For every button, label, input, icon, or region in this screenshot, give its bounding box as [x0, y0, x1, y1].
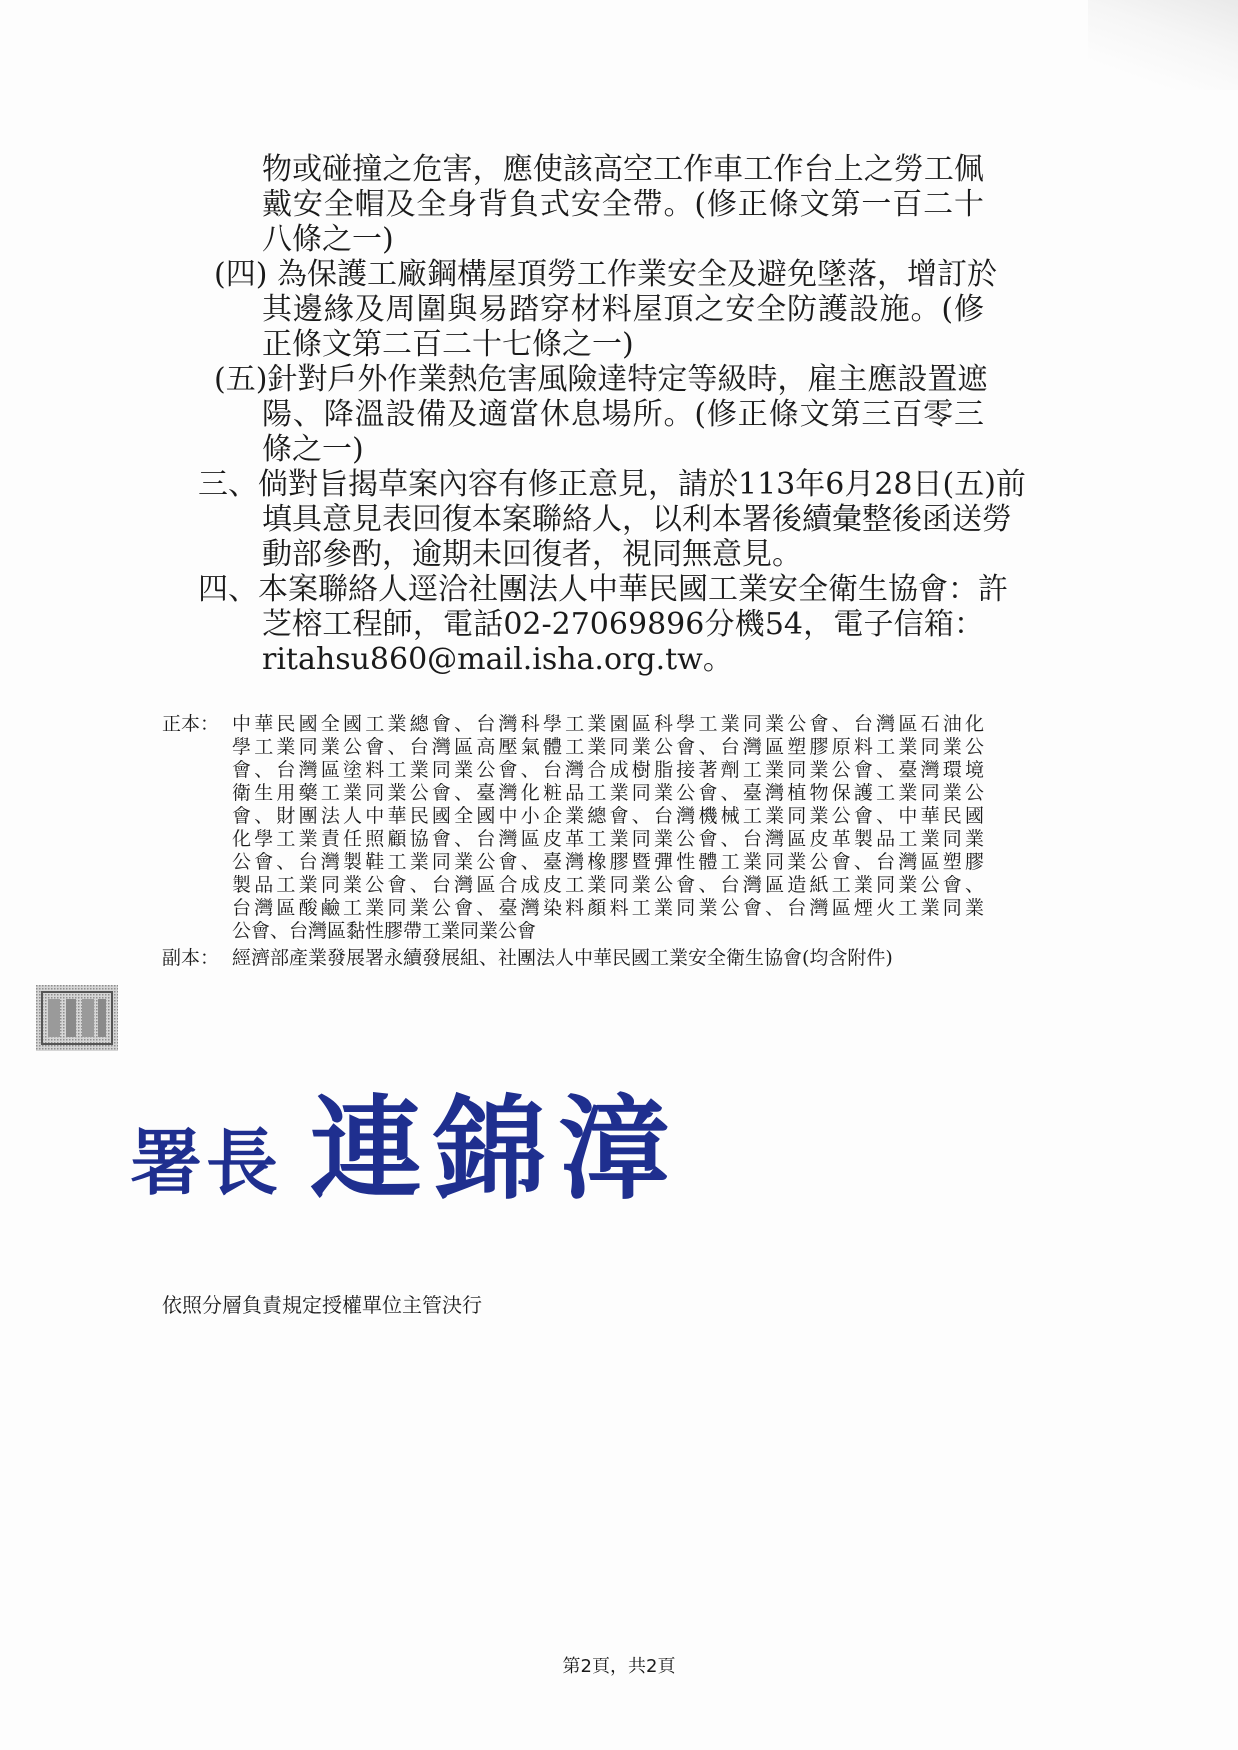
original-recipients-line: 學工業同業公會、台灣區高壓氣體工業同業公會、台灣區塑膠原料工業同業公	[232, 736, 984, 758]
original-recipients-line: 公會、台灣製鞋工業同業公會、臺灣橡膠暨彈性體工業同業公會、台灣區塑膠	[232, 851, 984, 873]
body-line: 正條文第二百二十七條之一)	[262, 327, 634, 362]
seal-stamp-icon	[36, 985, 118, 1051]
director-signature	[130, 1060, 682, 1221]
body-line: 物或碰撞之危害，應使該高空工作車工作台上之勞工佩	[262, 152, 984, 187]
body-line: 其邊緣及周圍與易踏穿材料屋頂之安全防護設施。(修	[262, 292, 984, 327]
original-recipients-line: 中華民國全國工業總會、台灣科學工業園區科學工業同業公會、台灣區石油化	[232, 713, 984, 735]
original-recipients-line: 會、台灣區塗料工業同業公會、台灣合成樹脂接著劑工業同業公會、臺灣環境	[232, 759, 984, 781]
body-line: 動部參酌，逾期未回復者，視同無意見。	[262, 537, 802, 572]
contact-email: ritahsu860@mail.isha.org.tw。	[262, 642, 733, 677]
original-recipients-line: 化學工業責任照顧協會、台灣區皮革工業同業公會、台灣區皮革製品工業同業	[232, 828, 984, 850]
body-line: 芝榕工程師，電話02-27069896分機54，電子信箱：	[262, 607, 984, 642]
original-recipients-line: 會、財團法人中華民國全國中小企業總會、台灣機械工業同業公會、中華民國	[232, 805, 984, 827]
copy-recipients-line: 經濟部產業發展署永續發展組、社團法人中華民國工業安全衛生協會(均含附件)	[232, 947, 893, 969]
copy-label: 副本：	[162, 947, 220, 969]
scan-page-edge	[1088, 0, 1238, 90]
body-line: 條之一)	[262, 432, 364, 467]
signature-name: 連錦漳	[310, 1084, 683, 1215]
delegation-note: 依照分層負責規定授權單位主管決行	[162, 1293, 482, 1317]
signature-title: 署長	[130, 1120, 283, 1205]
body-line: 陽、降溫設備及適當休息場所。(修正條文第三百零三	[262, 397, 984, 432]
original-label: 正本：	[162, 713, 220, 735]
body-line: 戴安全帽及全身背負式安全帶。(修正條文第一百二十	[262, 187, 984, 222]
body-line: 八條之一)	[262, 222, 394, 257]
section-3-line: 三、倘對旨揭草案內容有修正意見，請於113年6月28日(五)前	[198, 467, 1026, 502]
section-4-line: 四、本案聯絡人逕洽社團法人中華民國工業安全衛生協會：許	[198, 572, 1008, 607]
item-5-line: (五)針對戶外作業熱危害風險達特定等級時，雇主應設置遮	[214, 362, 988, 397]
original-recipients-line: 衛生用藥工業同業公會、臺灣化粧品工業同業公會、臺灣植物保護工業同業公	[232, 782, 984, 804]
original-recipients-line: 台灣區酸鹼工業同業公會、臺灣染料顏料工業同業公會、台灣區煙火工業同業	[232, 897, 984, 919]
original-recipients-line: 公會、台灣區黏性膠帶工業同業公會	[232, 920, 537, 942]
body-line: 填具意見表回復本案聯絡人，以利本署後續彙整後函送勞	[262, 502, 1012, 537]
page-number: 第2頁，共2頁	[562, 1656, 676, 1677]
item-4-line: (四) 為保護工廠鋼構屋頂勞工作業安全及避免墜落，增訂於	[214, 257, 997, 292]
original-recipients-line: 製品工業同業公會、台灣區合成皮工業同業公會、台灣區造紙工業同業公會、	[232, 874, 984, 896]
